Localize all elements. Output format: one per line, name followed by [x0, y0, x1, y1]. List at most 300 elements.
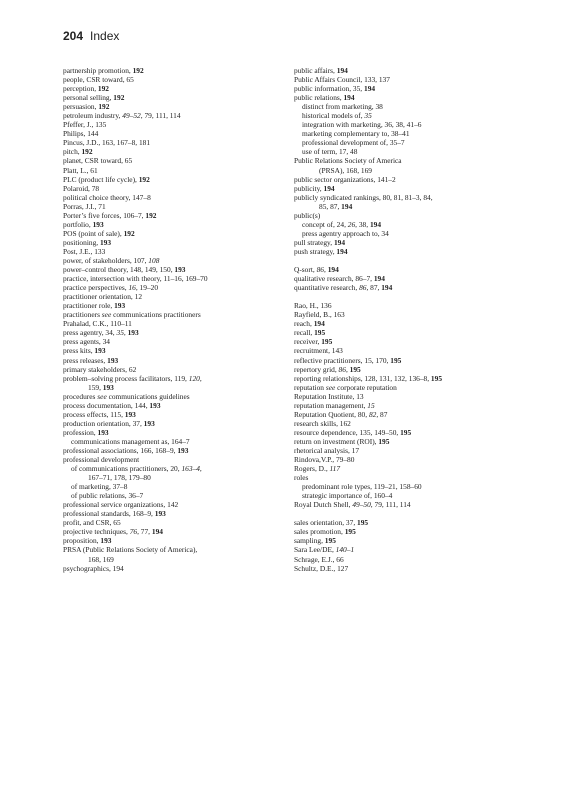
entry-text: PLC (product life cycle), — [63, 174, 139, 184]
index-entry — [294, 211, 534, 220]
index-entry — [294, 527, 534, 536]
bold-page-ref: 195 — [321, 337, 333, 347]
entry-text: recruitment, 143 — [294, 346, 343, 356]
index-entry — [294, 66, 534, 75]
letter-gap — [294, 292, 534, 301]
entry-text: , 79, 111, 114 — [140, 111, 181, 121]
entry-text: political choice theory, 147–8 — [63, 192, 151, 202]
bold-page-ref: 192 — [138, 174, 150, 184]
bold-page-ref: 195 — [390, 355, 402, 365]
index-entry — [63, 84, 303, 93]
bold-page-ref: 194 — [323, 183, 335, 193]
entry-text: Post, J.E., 133 — [63, 246, 106, 256]
entry-text: use of term, 17, 48 — [302, 147, 358, 157]
index-entry — [294, 536, 534, 545]
index-entry — [63, 202, 303, 211]
entry-text: press kits, — [63, 346, 95, 356]
index-entry — [63, 410, 303, 419]
index-entry — [294, 464, 534, 473]
entry-text: 85, 87, — [319, 201, 342, 211]
index-entry — [63, 111, 303, 120]
entry-text: , 38, — [355, 219, 370, 229]
entry-text: Public Affairs Council, 133, 137 — [294, 75, 390, 85]
index-entry — [294, 319, 534, 328]
index-entry — [294, 310, 534, 319]
italic-page-ref: 35 — [364, 111, 372, 121]
index-entry — [63, 356, 303, 365]
index-entry — [63, 256, 303, 265]
entry-text: Platt, L., 61 — [63, 165, 98, 175]
index-entry — [63, 310, 303, 319]
page-number: 204 — [63, 29, 84, 43]
bold-page-ref: 192 — [98, 102, 110, 112]
index-entry — [294, 374, 534, 383]
bold-page-ref: 194 — [336, 66, 348, 75]
letter-gap — [294, 509, 534, 518]
index-entry — [294, 437, 534, 446]
index-entry — [294, 473, 534, 482]
italic-page-ref: 163–4 — [181, 464, 200, 474]
entry-text: , 77, — [137, 527, 152, 537]
index-subentry — [294, 138, 534, 147]
entry-text: Reputation Quotient, 80, — [294, 409, 369, 419]
see-reference: see — [97, 391, 107, 401]
bold-page-ref: 192 — [123, 228, 135, 238]
see-reference: see — [101, 310, 112, 320]
entry-text: concept of, 24, — [302, 219, 348, 229]
index-entry — [63, 265, 303, 274]
entry-text: pull strategy, — [294, 237, 334, 247]
italic-page-ref: 15 — [367, 400, 375, 410]
italic-page-ref: 49–50 — [352, 500, 371, 510]
index-column-right — [294, 66, 534, 573]
bold-page-ref: 193 — [92, 219, 104, 229]
entry-text: production orientation, 37, — [63, 418, 144, 428]
bold-page-ref: 192 — [145, 210, 157, 220]
entry-text: , — [199, 464, 202, 474]
entry-text: public information, 35, — [294, 84, 364, 94]
index-entry — [63, 536, 303, 545]
entry-text: sales promotion, — [294, 527, 345, 537]
entry-text: primary stakeholders, 62 — [63, 364, 137, 374]
entry-text: marketing complementary to, 38–41 — [302, 129, 410, 139]
index-entry-continuation — [294, 166, 534, 175]
index-entry — [294, 401, 534, 410]
entry-text: 167–71, 178, 179–80 — [88, 473, 151, 483]
bold-page-ref: 193 — [177, 445, 189, 455]
index-entry — [294, 564, 534, 573]
index-entry — [63, 283, 303, 292]
index-entry — [63, 337, 303, 346]
entry-text: 168, 169 — [88, 554, 114, 564]
index-subentry — [294, 129, 534, 138]
index-entry — [63, 129, 303, 138]
index-entry — [294, 156, 534, 165]
entry-text: receiver, — [294, 337, 322, 347]
index-entry — [63, 455, 303, 464]
index-entry — [294, 184, 534, 193]
entry-text: , — [345, 364, 350, 374]
entry-text: qualitative research, 86–7, — [294, 274, 374, 284]
bold-page-ref: 194 — [336, 246, 348, 256]
entry-text: practice, intersection with theory, 11–16, 169–70 — [63, 274, 208, 284]
index-entry — [294, 446, 534, 455]
italic-page-ref: 86 — [338, 364, 346, 374]
index-entry — [294, 545, 534, 554]
entry-text: Philips, 144 — [63, 129, 99, 139]
index-entry — [63, 392, 303, 401]
entry-text: profession, — [63, 427, 98, 437]
index-entry — [294, 455, 534, 464]
index-entry — [63, 292, 303, 301]
index-entry — [63, 229, 303, 238]
index-entry — [294, 274, 534, 283]
bold-page-ref: 194 — [343, 93, 355, 103]
index-entry — [294, 265, 534, 274]
entry-text: , 19–20 — [135, 283, 159, 293]
index-entry — [294, 175, 534, 184]
entry-text: projective techniques, — [63, 527, 130, 537]
entry-text: professional standards, 168–9, — [63, 509, 155, 519]
index-subentry — [63, 482, 303, 491]
entry-text: professional development — [63, 455, 140, 465]
entry-text: return on investment (ROI), — [294, 436, 379, 446]
entry-text: process documentation, 144, — [63, 400, 150, 410]
italic-page-ref: 140–1 — [335, 545, 355, 555]
entry-text: people, CSR toward, 65 — [63, 75, 134, 85]
index-entry — [63, 527, 303, 536]
entry-text: (PRSA), 168, 169 — [319, 165, 372, 175]
bold-page-ref: 193 — [102, 382, 114, 392]
entry-text: communications guidelines — [106, 391, 190, 401]
index-entry — [63, 138, 303, 147]
bold-page-ref: 195 — [357, 518, 369, 528]
entry-text: positioning, — [63, 237, 100, 247]
bold-page-ref: 193 — [154, 509, 166, 519]
entry-text: POS (point of sale), — [63, 228, 124, 238]
index-entry — [63, 238, 303, 247]
bold-page-ref: 193 — [97, 427, 109, 437]
index-entry — [294, 428, 534, 437]
entry-text: predominant role types, 119–21, 158–60 — [302, 482, 422, 492]
index-entry — [294, 410, 534, 419]
bold-page-ref: 195 — [430, 373, 443, 383]
entry-text: press agentry approach to, 34 — [302, 228, 389, 238]
index-subentry — [63, 491, 303, 500]
index-entry — [63, 401, 303, 410]
index-entry-continuation — [294, 202, 534, 211]
bold-page-ref: 193 — [94, 346, 106, 356]
index-entry — [294, 365, 534, 374]
entry-text: press agentry, 34, — [63, 328, 117, 338]
entry-text: public affairs, — [294, 66, 337, 75]
entry-text: Rindova,V.P., 79–80 — [294, 455, 355, 465]
bold-page-ref: 194 — [341, 201, 353, 211]
entry-text: Porras, J.I., 71 — [63, 201, 106, 211]
index-entry — [63, 247, 303, 256]
bold-page-ref: 192 — [132, 66, 144, 75]
bold-page-ref: 193 — [107, 355, 119, 365]
index-entry — [63, 564, 303, 573]
bold-page-ref: 194 — [333, 237, 346, 247]
bold-page-ref: 194 — [369, 219, 382, 229]
entry-text: public(s) — [294, 210, 321, 220]
index-entry — [63, 102, 303, 111]
index-entry — [294, 555, 534, 564]
bold-page-ref: 193 — [174, 265, 186, 275]
entry-text: Porter’s five forces, 106–7, — [63, 210, 146, 220]
entry-text: corporate reputation — [335, 382, 397, 392]
entry-text: recall, — [294, 328, 315, 338]
entry-text: Reputation Institute, 13 — [294, 391, 364, 401]
index-entry — [294, 337, 534, 346]
index-entry — [63, 166, 303, 175]
entry-text: repertory grid, — [294, 364, 339, 374]
index-subentry — [294, 220, 534, 229]
entry-text: rhetorical analysis, 17 — [294, 445, 360, 455]
entry-text: of public relations, 36–7 — [71, 491, 144, 501]
bold-page-ref: 194 — [381, 283, 393, 293]
entry-text: problem–solving process facilitators, 119, — [63, 373, 189, 383]
entry-text: , — [123, 328, 128, 338]
entry-text: public relations, — [294, 93, 344, 103]
index-entry — [63, 184, 303, 193]
index-entry — [63, 419, 303, 428]
bold-page-ref: 192 — [81, 147, 93, 157]
index-entry — [294, 238, 534, 247]
entry-text: , 87, — [366, 283, 382, 293]
entry-text: publicly syndicated rankings, 80, 81, 81–3, 84, — [294, 192, 433, 202]
italic-page-ref: 76 — [129, 527, 138, 537]
index-entry — [294, 301, 534, 310]
entry-text: psychographics, 194 — [63, 563, 124, 573]
bold-page-ref: 195 — [400, 427, 412, 437]
entry-text: planet, CSR toward, 65 — [63, 156, 133, 166]
index-entry — [63, 156, 303, 165]
entry-text: petroleum industry, — [63, 111, 123, 121]
bold-page-ref: 193 — [124, 409, 136, 419]
entry-text: professional associations, 166, 168–9, — [63, 445, 178, 455]
entry-text: personal selling, — [63, 93, 114, 103]
index-subentry — [294, 147, 534, 156]
index-subentry — [294, 491, 534, 500]
index-entry — [63, 346, 303, 355]
bold-page-ref: 195 — [349, 364, 361, 374]
italic-page-ref: 82 — [368, 409, 377, 419]
entry-text: press releases, — [63, 355, 108, 365]
index-entry — [63, 274, 303, 283]
bold-page-ref: 194 — [364, 84, 376, 94]
entry-text: Rao, H., 136 — [294, 301, 332, 311]
entry-text: process effects, 115, — [63, 409, 125, 419]
entry-text: proposition, — [63, 536, 101, 546]
entry-text: Pincus, J.D., 163, 167–8, 181 — [63, 138, 151, 148]
entry-text: sales orientation, 37, — [294, 518, 358, 528]
bold-page-ref: 195 — [324, 536, 336, 546]
see-reference: see — [325, 382, 336, 392]
index-entry — [63, 500, 303, 509]
index-entry — [294, 518, 534, 527]
index-entry — [63, 374, 303, 383]
entry-text: professional service organizations, 142 — [63, 500, 179, 510]
index-entry — [63, 66, 303, 75]
index-entry — [294, 75, 534, 84]
bold-page-ref: 192 — [113, 93, 125, 103]
entry-text: quantitative research, — [294, 283, 360, 293]
index-entry — [63, 446, 303, 455]
entry-text: practitioners — [63, 310, 102, 320]
entry-text: , 79, 111, 114 — [370, 500, 411, 510]
entry-text: Rayfield, B., 163 — [294, 310, 345, 320]
italic-page-ref: 108 — [148, 255, 160, 265]
italic-page-ref: 86 — [359, 283, 367, 293]
index-subentry — [294, 120, 534, 129]
index-entry-continuation — [63, 555, 303, 564]
index-entry — [294, 328, 534, 337]
index-entry — [63, 428, 303, 437]
index-entry — [63, 120, 303, 129]
bold-page-ref: 193 — [127, 328, 139, 338]
index-entry — [294, 383, 534, 392]
running-title: Index — [90, 29, 120, 43]
entry-text: Royal Dutch Shell, — [294, 500, 353, 510]
entry-text: integration with marketing, 36, 38, 41–6 — [302, 120, 422, 130]
entry-text: pitch, — [63, 147, 82, 157]
bold-page-ref: 194 — [373, 274, 385, 284]
entry-text: push strategy, — [294, 246, 337, 256]
entry-text: Schultz, D.E., 127 — [294, 563, 349, 573]
entry-text: Prahalad, C.K., 110–11 — [63, 319, 132, 329]
entry-text: power, of stakeholders, 107, — [63, 255, 149, 265]
bold-page-ref: 193 — [143, 418, 155, 428]
entry-text: distinct from marketing, 38 — [302, 102, 383, 112]
index-entry — [294, 247, 534, 256]
entry-text: 159, — [88, 382, 103, 392]
entry-text: PRSA (Public Relations Society of America), — [63, 545, 198, 555]
bold-page-ref: 194 — [313, 319, 325, 329]
entry-text: sampling, — [294, 536, 325, 546]
entry-text: , 87 — [376, 409, 388, 419]
italic-page-ref: 16 — [128, 283, 136, 293]
index-subentry — [63, 437, 303, 446]
entry-text: persuasion, — [63, 102, 99, 112]
index-subentry — [294, 229, 534, 238]
entry-text: professional development of, 35–7 — [302, 138, 405, 148]
entry-text: research skills, 162 — [294, 418, 351, 428]
index-entry-continuation — [63, 473, 303, 482]
bold-page-ref: 194 — [151, 527, 163, 537]
italic-page-ref: 35 — [116, 328, 124, 338]
index-entry — [294, 392, 534, 401]
index-subentry — [63, 464, 303, 473]
index-entry — [294, 419, 534, 428]
running-header — [63, 29, 119, 43]
index-entry — [294, 356, 534, 365]
index-subentry — [294, 482, 534, 491]
index-entry — [63, 328, 303, 337]
index-entry — [294, 93, 534, 102]
entry-text: power–control theory, 148, 149, 150, — [63, 265, 175, 275]
index-entry — [294, 346, 534, 355]
entry-text: historical models of, — [302, 111, 365, 121]
entry-text: Public Relations Society of America — [294, 156, 402, 166]
index-subentry — [294, 111, 534, 120]
entry-text: Schrage, E.J., 66 — [294, 554, 344, 564]
entry-text: partnership promotion, — [63, 66, 133, 75]
entry-text: profit, and CSR, 65 — [63, 518, 121, 528]
bold-page-ref: 195 — [378, 436, 390, 446]
index-entry — [294, 500, 534, 509]
entry-text: of marketing, 37–8 — [71, 482, 128, 492]
entry-text: reflective practitioners, 15, 170, — [294, 355, 391, 365]
bold-page-ref: 194 — [327, 265, 339, 275]
index-entry — [63, 365, 303, 374]
bold-page-ref: 195 — [314, 328, 326, 338]
entry-text: perception, — [63, 84, 98, 94]
entry-text: communications management as, 164–7 — [71, 436, 190, 446]
entry-text: , — [323, 265, 328, 275]
index-entry — [294, 84, 534, 93]
entry-text: Rogers, D., — [294, 464, 330, 474]
italic-page-ref: 117 — [329, 464, 341, 474]
bold-page-ref: 193 — [99, 237, 112, 247]
bold-page-ref: 193 — [149, 400, 161, 410]
entry-text: reputation — [294, 382, 326, 392]
bold-page-ref: 193 — [100, 536, 112, 546]
entry-text: reach, — [294, 319, 314, 329]
entry-text: practitioner role, — [63, 301, 115, 311]
entry-text: procedures — [63, 391, 98, 401]
entry-text: strategic importance of, 160–4 — [302, 491, 393, 501]
index-entry — [63, 211, 303, 220]
index-entry — [63, 193, 303, 202]
entry-text: practitioner orientation, 12 — [63, 292, 143, 302]
entry-text: reporting relationships, 128, 131, 132, 136–8, — [294, 373, 431, 383]
entry-text: public sector organizations, 141–2 — [294, 174, 396, 184]
bold-page-ref: 193 — [114, 301, 126, 311]
bold-page-ref: 192 — [97, 84, 109, 94]
italic-page-ref: 26 — [347, 219, 356, 229]
index-entry — [63, 175, 303, 184]
entry-text: roles — [294, 473, 309, 483]
entry-text: Sara Lee/DE, — [294, 545, 336, 555]
index-entry — [63, 147, 303, 156]
entry-text: press agents, 34 — [63, 337, 111, 347]
index-entry — [63, 509, 303, 518]
italic-page-ref: 120 — [188, 373, 200, 383]
entry-text: Polaroid, 78 — [63, 183, 100, 193]
italic-page-ref: 49–52 — [122, 111, 141, 121]
index-subentry — [294, 102, 534, 111]
entry-text: Q-sort, — [294, 265, 317, 275]
index-entry — [63, 93, 303, 102]
entry-text: reputation management, — [294, 400, 368, 410]
index-entry-continuation — [63, 383, 303, 392]
entry-text: resource dependence, 135, 149–50, — [294, 427, 401, 437]
index-entry — [63, 319, 303, 328]
index-entry — [294, 193, 534, 202]
index-entry — [294, 283, 534, 292]
entry-text: Pfeffer, J., 135 — [63, 120, 107, 130]
entry-text: practice perspectives, — [63, 283, 129, 293]
entry-text: , — [199, 373, 202, 383]
bold-page-ref: 195 — [344, 527, 356, 537]
entry-text: communications practitioners — [111, 310, 201, 320]
index-column-left — [63, 66, 303, 573]
entry-text: of communications practitioners, 20, — [71, 464, 182, 474]
index-entry — [63, 545, 303, 554]
index-entry — [63, 75, 303, 84]
